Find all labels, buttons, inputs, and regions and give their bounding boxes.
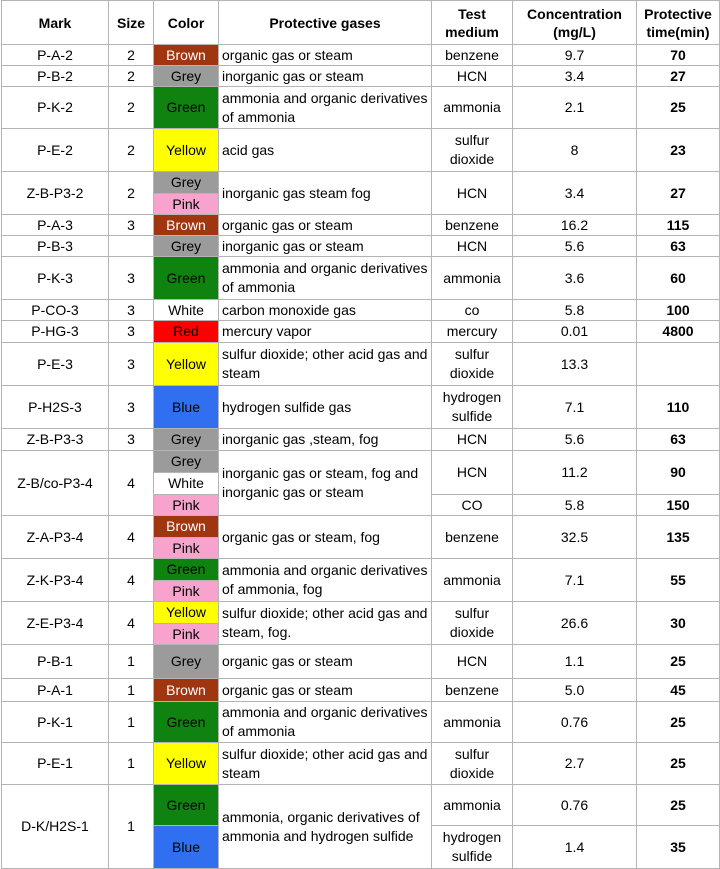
- size-cell: 4: [109, 559, 154, 602]
- test-medium-cell: ammonia: [432, 559, 513, 602]
- concentration-cell: 5.6: [513, 429, 637, 451]
- concentration-cell: 7.1: [513, 559, 637, 602]
- size-cell: 2: [109, 129, 154, 172]
- concentration-cell: 1.1: [513, 645, 637, 679]
- protective-gases-cell: sulfur dioxide; other acid gas and steam, fog.: [219, 602, 432, 645]
- protective-gases-cell: hydrogen sulfide gas: [219, 386, 432, 429]
- mark-cell: P-HG-3: [2, 321, 109, 343]
- mark-cell: P-CO-3: [2, 300, 109, 321]
- color-swatch: Grey: [154, 172, 219, 194]
- size-cell: 2: [109, 45, 154, 66]
- protective-time-cell: 4800: [637, 321, 720, 343]
- concentration-cell: 5.0: [513, 679, 637, 702]
- protective-time-cell: 35: [637, 826, 720, 869]
- protective-time-cell: 25: [637, 785, 720, 826]
- table-row: [2, 679, 720, 702]
- table-row: [2, 45, 720, 66]
- protective-gases-cell: organic gas or steam, fog: [219, 516, 432, 559]
- size-cell: 4: [109, 602, 154, 645]
- header-size: Size: [109, 1, 154, 45]
- test-medium-cell: HCN: [432, 236, 513, 257]
- protective-time-cell: 23: [637, 129, 720, 172]
- size-cell: 2: [109, 87, 154, 129]
- table-row: [2, 702, 720, 743]
- mark-cell: Z-B-P3-3: [2, 429, 109, 451]
- filter-canister-table: [1, 0, 720, 869]
- mark-cell: Z-K-P3-4: [2, 559, 109, 602]
- test-medium-cell: CO: [432, 495, 513, 516]
- mark-cell: P-E-1: [2, 743, 109, 785]
- table-row: [2, 321, 720, 343]
- size-cell: 2: [109, 66, 154, 87]
- color-swatch: Blue: [154, 826, 219, 869]
- color-swatch: Brown: [154, 215, 219, 236]
- concentration-cell: 11.2: [513, 451, 637, 495]
- concentration-cell: 5.8: [513, 495, 637, 516]
- table-row: [2, 743, 720, 785]
- table-row: [2, 386, 720, 429]
- color-swatch: Pink: [154, 538, 219, 559]
- color-swatch: Grey: [154, 236, 219, 257]
- concentration-cell: 1.4: [513, 826, 637, 869]
- mark-cell: P-K-2: [2, 87, 109, 129]
- test-medium-cell: benzene: [432, 45, 513, 66]
- test-medium-cell: hydrogen sulfide: [432, 826, 513, 869]
- test-medium-cell: sulfur dioxide: [432, 343, 513, 386]
- color-swatch: Pink: [154, 194, 219, 215]
- size-cell: 2: [109, 172, 154, 215]
- size-cell: 1: [109, 645, 154, 679]
- table-row: [2, 257, 720, 300]
- test-medium-cell: co: [432, 300, 513, 321]
- protective-gases-cell: sulfur dioxide; other acid gas and steam: [219, 743, 432, 785]
- color-swatch: Yellow: [154, 129, 219, 172]
- protective-gases-cell: organic gas or steam: [219, 215, 432, 236]
- table-row: [2, 66, 720, 87]
- color-swatch: Brown: [154, 516, 219, 538]
- size-cell: 1: [109, 785, 154, 869]
- table-row: [2, 516, 720, 538]
- color-swatch: Green: [154, 559, 219, 581]
- protective-time-cell: 110: [637, 386, 720, 429]
- color-swatch: Brown: [154, 679, 219, 702]
- mark-cell: P-E-2: [2, 129, 109, 172]
- protective-gases-cell: inorganic gas steam fog: [219, 172, 432, 215]
- test-medium-cell: sulfur dioxide: [432, 129, 513, 172]
- header-protective-time: Protective time(min): [637, 1, 720, 45]
- table-row: [2, 172, 720, 194]
- mark-cell: P-B-1: [2, 645, 109, 679]
- concentration-cell: 3.4: [513, 172, 637, 215]
- table-row: [2, 429, 720, 451]
- concentration-cell: 3.4: [513, 66, 637, 87]
- table-body: [2, 45, 720, 869]
- size-cell: 4: [109, 516, 154, 559]
- test-medium-cell: benzene: [432, 215, 513, 236]
- table-row: [2, 343, 720, 386]
- color-swatch: Yellow: [154, 602, 219, 624]
- test-medium-cell: benzene: [432, 516, 513, 559]
- size-cell: [109, 236, 154, 257]
- mark-cell: Z-B/co-P3-4: [2, 451, 109, 516]
- concentration-cell: 16.2: [513, 215, 637, 236]
- protective-time-cell: 90: [637, 451, 720, 495]
- protective-gases-cell: inorganic gas or steam: [219, 236, 432, 257]
- table-row: [2, 129, 720, 172]
- test-medium-cell: HCN: [432, 645, 513, 679]
- test-medium-cell: sulfur dioxide: [432, 743, 513, 785]
- mark-cell: P-E-3: [2, 343, 109, 386]
- color-swatch: White: [154, 473, 219, 495]
- test-medium-cell: HCN: [432, 66, 513, 87]
- test-medium-cell: benzene: [432, 679, 513, 702]
- color-swatch: Brown: [154, 45, 219, 66]
- color-swatch: Pink: [154, 495, 219, 516]
- color-swatch: Grey: [154, 645, 219, 679]
- size-cell: 1: [109, 679, 154, 702]
- mark-cell: P-B-3: [2, 236, 109, 257]
- color-swatch: Green: [154, 87, 219, 129]
- concentration-cell: 0.76: [513, 785, 637, 826]
- protective-gases-cell: ammonia and organic derivatives of ammonia: [219, 257, 432, 300]
- mark-cell: P-K-1: [2, 702, 109, 743]
- color-swatch: Green: [154, 702, 219, 743]
- protective-time-cell: 63: [637, 236, 720, 257]
- protective-time-cell: 135: [637, 516, 720, 559]
- concentration-cell: 7.1: [513, 386, 637, 429]
- protective-time-cell: 63: [637, 429, 720, 451]
- size-cell: 3: [109, 386, 154, 429]
- protective-time-cell: 100: [637, 300, 720, 321]
- concentration-cell: 32.5: [513, 516, 637, 559]
- protective-gases-cell: carbon monoxide gas: [219, 300, 432, 321]
- concentration-cell: 9.7: [513, 45, 637, 66]
- protective-time-cell: 150: [637, 495, 720, 516]
- protective-gases-cell: inorganic gas or steam: [219, 66, 432, 87]
- concentration-cell: 3.6: [513, 257, 637, 300]
- header-mark: Mark: [2, 1, 109, 45]
- test-medium-cell: ammonia: [432, 87, 513, 129]
- color-swatch: Pink: [154, 581, 219, 602]
- protective-time-cell: 27: [637, 66, 720, 87]
- mark-cell: P-B-2: [2, 66, 109, 87]
- test-medium-cell: HCN: [432, 172, 513, 215]
- concentration-cell: 2.7: [513, 743, 637, 785]
- test-medium-cell: HCN: [432, 429, 513, 451]
- size-cell: 3: [109, 429, 154, 451]
- mark-cell: Z-A-P3-4: [2, 516, 109, 559]
- header-color: Color: [154, 1, 219, 45]
- size-cell: 3: [109, 321, 154, 343]
- color-swatch: Grey: [154, 66, 219, 87]
- protective-gases-cell: inorganic gas ,steam, fog: [219, 429, 432, 451]
- table-row: [2, 785, 720, 826]
- test-medium-cell: ammonia: [432, 785, 513, 826]
- test-medium-cell: sulfur dioxide: [432, 602, 513, 645]
- mark-cell: Z-B-P3-2: [2, 172, 109, 215]
- concentration-cell: 2.1: [513, 87, 637, 129]
- color-swatch: Yellow: [154, 743, 219, 785]
- size-cell: 1: [109, 743, 154, 785]
- size-cell: 3: [109, 257, 154, 300]
- header-protective-gases: Protective gases: [219, 1, 432, 45]
- header-concentration: Concentration (mg/L): [513, 1, 637, 45]
- size-cell: 3: [109, 343, 154, 386]
- protective-time-cell: 25: [637, 645, 720, 679]
- color-swatch: Grey: [154, 451, 219, 473]
- protective-time-cell: 25: [637, 743, 720, 785]
- concentration-cell: 26.6: [513, 602, 637, 645]
- color-swatch: Red: [154, 321, 219, 343]
- table-row: [2, 559, 720, 581]
- protective-gases-cell: acid gas: [219, 129, 432, 172]
- concentration-cell: 8: [513, 129, 637, 172]
- mark-cell: D-K/H2S-1: [2, 785, 109, 869]
- concentration-cell: 0.01: [513, 321, 637, 343]
- color-swatch: Yellow: [154, 343, 219, 386]
- table-row: [2, 87, 720, 129]
- test-medium-cell: ammonia: [432, 702, 513, 743]
- size-cell: 3: [109, 300, 154, 321]
- protective-time-cell: 25: [637, 87, 720, 129]
- test-medium-cell: HCN: [432, 451, 513, 495]
- table-row: [2, 215, 720, 236]
- protective-time-cell: 27: [637, 172, 720, 215]
- header-test-medium: Test medium: [432, 1, 513, 45]
- table-row: [2, 300, 720, 321]
- color-swatch: Green: [154, 785, 219, 826]
- color-swatch: Grey: [154, 429, 219, 451]
- protective-time-cell: 60: [637, 257, 720, 300]
- protective-time-cell: 25: [637, 702, 720, 743]
- color-swatch: Blue: [154, 386, 219, 429]
- header-row: [2, 1, 720, 45]
- protective-time-cell: 55: [637, 559, 720, 602]
- table-row: [2, 645, 720, 679]
- protective-gases-cell: ammonia and organic derivatives of ammonia: [219, 87, 432, 129]
- protective-time-cell: [637, 343, 720, 386]
- color-swatch: Green: [154, 257, 219, 300]
- mark-cell: Z-E-P3-4: [2, 602, 109, 645]
- protective-time-cell: 70: [637, 45, 720, 66]
- table-row: [2, 602, 720, 624]
- protective-gases-cell: organic gas or steam: [219, 645, 432, 679]
- concentration-cell: 5.8: [513, 300, 637, 321]
- color-swatch: Pink: [154, 624, 219, 645]
- protective-gases-cell: inorganic gas or steam, fog and inorganic gas or steam: [219, 451, 432, 516]
- color-swatch: White: [154, 300, 219, 321]
- concentration-cell: 5.6: [513, 236, 637, 257]
- protective-gases-cell: mercury vapor: [219, 321, 432, 343]
- size-cell: 3: [109, 215, 154, 236]
- protective-time-cell: 30: [637, 602, 720, 645]
- protective-time-cell: 45: [637, 679, 720, 702]
- protective-gases-cell: organic gas or steam: [219, 45, 432, 66]
- protective-gases-cell: organic gas or steam: [219, 679, 432, 702]
- protective-gases-cell: ammonia and organic derivatives of ammonia: [219, 702, 432, 743]
- size-cell: 1: [109, 702, 154, 743]
- test-medium-cell: mercury: [432, 321, 513, 343]
- mark-cell: P-A-1: [2, 679, 109, 702]
- protective-gases-cell: ammonia, organic derivatives of ammonia and hydrogen sulfide: [219, 785, 432, 869]
- test-medium-cell: hydrogen sulfide: [432, 386, 513, 429]
- mark-cell: P-A-2: [2, 45, 109, 66]
- table-row: [2, 451, 720, 473]
- mark-cell: P-K-3: [2, 257, 109, 300]
- test-medium-cell: ammonia: [432, 257, 513, 300]
- mark-cell: P-H2S-3: [2, 386, 109, 429]
- mark-cell: P-A-3: [2, 215, 109, 236]
- concentration-cell: 0.76: [513, 702, 637, 743]
- protective-gases-cell: sulfur dioxide; other acid gas and steam: [219, 343, 432, 386]
- protective-gases-cell: ammonia and organic derivatives of ammonia, fog: [219, 559, 432, 602]
- table-row: [2, 236, 720, 257]
- concentration-cell: 13.3: [513, 343, 637, 386]
- size-cell: 4: [109, 451, 154, 516]
- protective-time-cell: 115: [637, 215, 720, 236]
